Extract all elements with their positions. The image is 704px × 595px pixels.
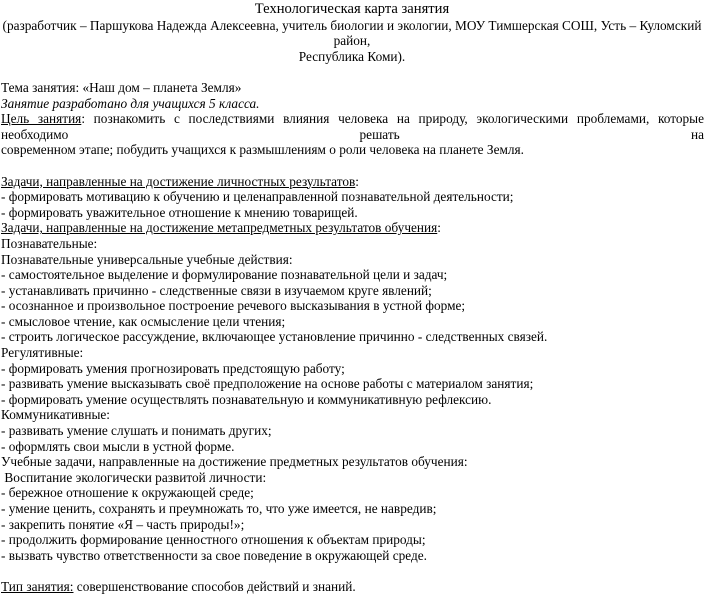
lesson-type-text: совершенствование способов действий и знаний. bbox=[73, 578, 356, 594]
metasubject-results-heading bbox=[0, 220, 704, 236]
communicative-item: - оформлять свои мысли в устной форме. bbox=[1, 438, 235, 454]
personal-heading-text: Задачи, направленные на достижение личностных результатов bbox=[1, 173, 356, 189]
cognitive-subheading: Познавательные универсальные учебные действия: bbox=[1, 251, 293, 267]
goal-label: Цель занятия bbox=[1, 111, 82, 127]
cognitive-item: - строить логическое рассуждение, включающее установление причинно - следственных связей. bbox=[1, 329, 548, 345]
goal-text: : познакомить с последствиями влияния человека на природу, экологическими проблемами, которые необходимо решать на bbox=[1, 111, 704, 142]
regulatory-item: - развивать умение высказывать своё предположение на основе работы с материалом занятия; bbox=[1, 376, 534, 392]
metasubject-heading-tail: : bbox=[437, 220, 441, 236]
lesson-type bbox=[0, 579, 704, 595]
personal-heading-tail: : bbox=[355, 173, 359, 189]
personal-results-heading bbox=[0, 174, 704, 190]
personal-item: - формировать мотивацию к обучению и целенаправленной познавательной деятельности; bbox=[1, 189, 514, 205]
cognitive-item: - устанавливать причинно - следственные связи в изучаемом круге явлений; bbox=[1, 282, 432, 298]
communicative-label: Коммуникативные: bbox=[1, 407, 110, 423]
document-title: Технологическая карта занятия bbox=[254, 1, 450, 17]
lesson-type-label: Тип занятия: bbox=[1, 578, 74, 594]
regulatory-label: Регулятивные: bbox=[1, 345, 84, 361]
subject-item: - вызвать чувство ответственности за свое поведение в окружающей среде. bbox=[1, 547, 427, 563]
lesson-topic: Тема занятия: «Наш дом – планета Земля» bbox=[1, 79, 242, 95]
author-line-continued: Республика Коми). bbox=[298, 48, 406, 64]
subject-item: - бережное отношение к окружающей среде; bbox=[1, 485, 254, 501]
cognitive-item: - осознанное и произвольное построение речевого высказывания в устной форме; bbox=[1, 298, 466, 314]
subject-results-heading: Учебные задачи, направленные на достижение предметных результатов обучения: bbox=[1, 454, 468, 470]
regulatory-item: - формировать умения прогнозировать предстоящую работу; bbox=[1, 360, 345, 376]
regulatory-item: - формировать умение осуществлять познавательную и коммуникативную рефлексию. bbox=[1, 391, 492, 407]
communicative-item: - развивать умение слушать и понимать других; bbox=[1, 423, 272, 439]
author-line: (разработчик – Паршукова Надежда Алексеевна, учитель биологии и экологии, МОУ Тимшерская СОШ, Усть – Куломский район, bbox=[2, 17, 702, 49]
metasubject-heading-text: Задачи, направленные на достижение метапредметных результатов обучения bbox=[1, 220, 438, 236]
lesson-audience: Занятие разработано для учащихся 5 класса. bbox=[1, 95, 260, 111]
subject-subheading: Воспитание экологически развитой личности: bbox=[1, 469, 267, 485]
lesson-goal bbox=[0, 111, 704, 142]
cognitive-item: - смысловое чтение, как осмысление цели чтения; bbox=[1, 313, 286, 329]
subject-item: - закрепить понятие «Я – часть природы!»; bbox=[1, 516, 245, 532]
cognitive-label: Познавательные: bbox=[1, 235, 98, 251]
cognitive-item: - самостоятельное выделение и формулирование познавательной цели и задач; bbox=[1, 267, 448, 283]
subject-item: - умение ценить, сохранять и преумножать то, что уже имеется, не навредив; bbox=[1, 501, 437, 516]
lesson-goal-continued: современном этапе; побудить учащихся к размышлениям о роли человека на планете Земля. bbox=[1, 142, 524, 158]
personal-item: - формировать уважительное отношение к мнению товарищей. bbox=[1, 204, 358, 220]
subject-item: - продолжить формирование ценностного отношения к объектам природы; bbox=[1, 532, 426, 548]
